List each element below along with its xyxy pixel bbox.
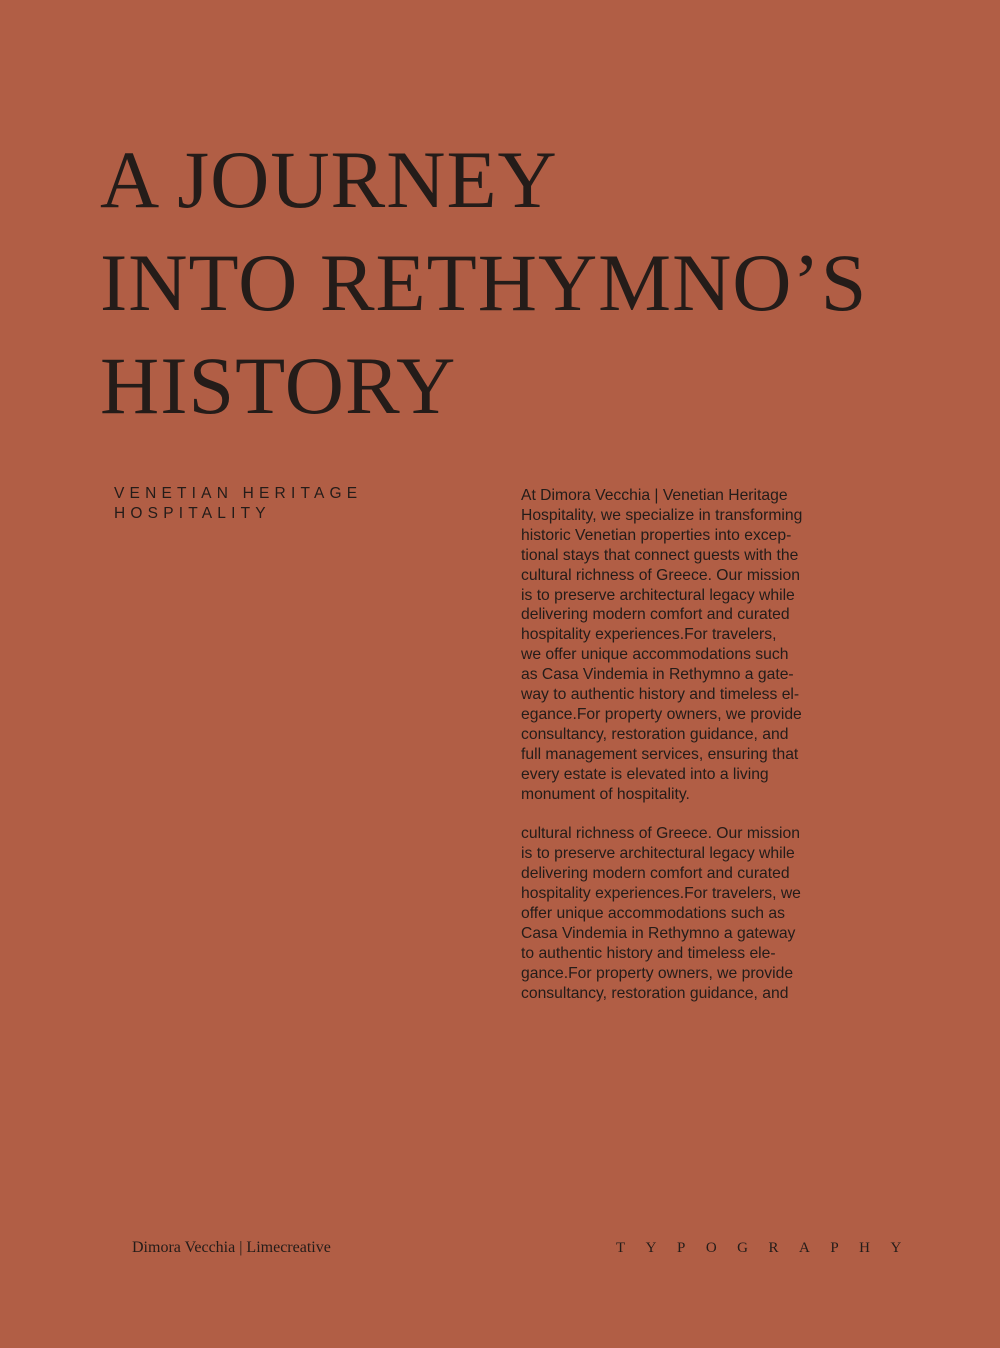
body-line: cultural richness of Greece. Our mission (521, 825, 800, 843)
subtitle-line: HOSPITALITY (114, 505, 271, 522)
body-line: egance.For property owners, we provide (521, 705, 802, 723)
body-line: gance.For property owners, we provide (521, 964, 794, 982)
body-line: hospitality experiences.For travelers, we (521, 885, 801, 903)
body-line: consultancy, restoration guidance, and (521, 725, 789, 743)
title-line: A JOURNEY (100, 134, 558, 225)
body-copy (521, 486, 851, 1004)
section-subtitle (114, 484, 362, 524)
page-title (100, 128, 867, 437)
body-line: consultancy, restoration guidance, and (521, 984, 789, 1002)
body-line: monument of hospitality. (521, 785, 690, 803)
body-line: delivering modern comfort and curated (521, 865, 790, 883)
title-line: INTO RETHYMNO’S (100, 237, 868, 328)
title-line: HISTORY (100, 340, 457, 431)
body-line: as Casa Vindemia in Rethymno a gate- (521, 666, 794, 684)
body-paragraph-1 (521, 486, 851, 805)
body-line: we offer unique accommodations such (521, 646, 789, 664)
body-line: hospitality experiences.For travelers, (521, 626, 777, 644)
body-line: is to preserve architectural legacy while (521, 586, 795, 604)
body-line: cultural richness of Greece. Our mission (521, 566, 800, 584)
body-line: full management services, ensuring that (521, 745, 799, 763)
body-line: is to preserve architectural legacy while (521, 845, 795, 863)
footer-credit: Dimora Vecchia | Limecreative (132, 1239, 331, 1256)
body-line: every estate is elevated into a living (521, 765, 769, 783)
body-paragraph-2 (521, 824, 851, 1003)
body-line: tional stays that connect guests with the (521, 546, 799, 564)
body-line: historic Venetian properties into excep- (521, 526, 792, 544)
body-line: way to authentic history and timeless el- (521, 686, 800, 704)
body-line: Casa Vindemia in Rethymno a gateway (521, 924, 796, 942)
footer-section-label: TYPOGRAPHY (616, 1240, 922, 1256)
body-line: delivering modern comfort and curated (521, 606, 790, 624)
body-line: Hospitality, we specialize in transforming (521, 506, 803, 524)
body-line: offer unique accommodations such as (521, 905, 785, 923)
body-line: to authentic history and timeless ele- (521, 944, 776, 962)
subtitle-line: VENETIAN HERITAGE (114, 485, 363, 502)
body-line: At Dimora Vecchia | Venetian Heritage (521, 487, 788, 504)
